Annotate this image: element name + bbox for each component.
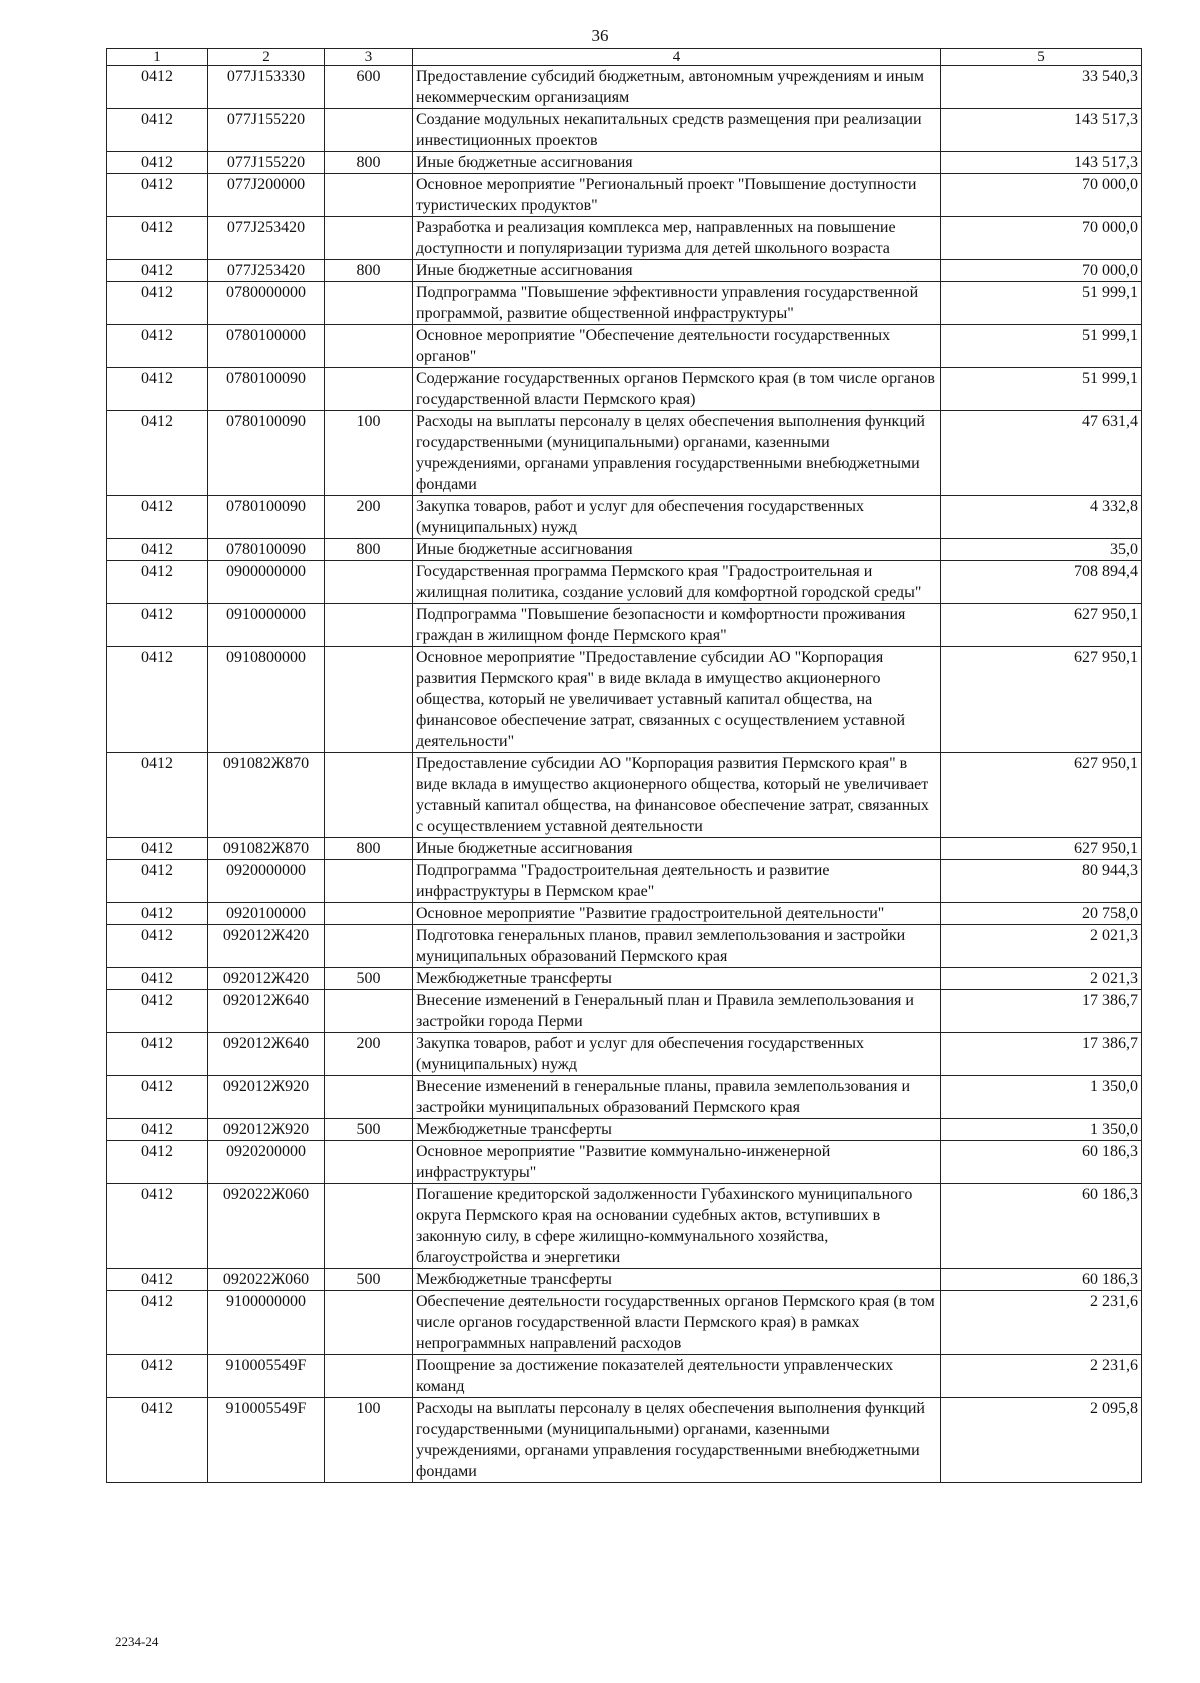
cell-target-code: 0780100090 (208, 539, 325, 561)
cell-section-code: 0412 (107, 838, 208, 860)
cell-amount: 627 950,1 (941, 838, 1142, 860)
cell-amount: 20 758,0 (941, 903, 1142, 925)
cell-expense-type: 100 (325, 1398, 413, 1483)
cell-expense-type (325, 368, 413, 411)
cell-section-code: 0412 (107, 1184, 208, 1269)
cell-target-code: 092012Ж640 (208, 1033, 325, 1076)
cell-section-code: 0412 (107, 1076, 208, 1119)
cell-amount: 60 186,3 (941, 1141, 1142, 1184)
cell-description: Предоставление субсидии АО "Корпорация развития Пермского края" в виде вклада в имущество акционерного общества, который не увеличивает уставный капитал общества, на финансовое обеспечение затрат, связанных с осуществлением уставной деятельности (413, 753, 941, 838)
budget-table (106, 48, 1142, 1483)
cell-expense-type (325, 1355, 413, 1398)
cell-description: Внесение изменений в Генеральный план и Правила землепользования и застройки города Перми (413, 990, 941, 1033)
table-row (107, 968, 1142, 990)
cell-amount: 627 950,1 (941, 604, 1142, 647)
cell-description: Межбюджетные трансферты (413, 1119, 941, 1141)
table-row (107, 903, 1142, 925)
cell-description: Межбюджетные трансферты (413, 1269, 941, 1291)
cell-description: Закупка товаров, работ и услуг для обеспечения государственных (муниципальных) нужд (413, 496, 941, 539)
cell-expense-type: 500 (325, 1119, 413, 1141)
cell-description: Основное мероприятие "Развитие градостроительной деятельности" (413, 903, 941, 925)
cell-section-code: 0412 (107, 990, 208, 1033)
cell-section-code: 0412 (107, 1269, 208, 1291)
cell-amount: 51 999,1 (941, 368, 1142, 411)
cell-description: Внесение изменений в генеральные планы, правила землепользования и застройки муниципальных образований Пермского края (413, 1076, 941, 1119)
table-row (107, 604, 1142, 647)
cell-section-code: 0412 (107, 925, 208, 968)
cell-amount: 47 631,4 (941, 411, 1142, 496)
cell-amount: 2 021,3 (941, 925, 1142, 968)
cell-amount: 60 186,3 (941, 1269, 1142, 1291)
cell-expense-type (325, 1291, 413, 1355)
cell-description: Иные бюджетные ассигнования (413, 838, 941, 860)
table-row (107, 1184, 1142, 1269)
cell-section-code: 0412 (107, 152, 208, 174)
cell-description: Содержание государственных органов Пермского края (в том числе органов государственной власти Пермского края) (413, 368, 941, 411)
cell-description: Государственная программа Пермского края "Градостроительная и жилищная политика, создание условий для комфортной городской среды" (413, 561, 941, 604)
cell-section-code: 0412 (107, 1355, 208, 1398)
cell-amount: 17 386,7 (941, 990, 1142, 1033)
cell-amount: 1 350,0 (941, 1119, 1142, 1141)
cell-description: Закупка товаров, работ и услуг для обеспечения государственных (муниципальных) нужд (413, 1033, 941, 1076)
table-row (107, 561, 1142, 604)
cell-description: Иные бюджетные ассигнования (413, 260, 941, 282)
cell-expense-type: 800 (325, 539, 413, 561)
cell-target-code: 092012Ж920 (208, 1076, 325, 1119)
cell-section-code: 0412 (107, 1291, 208, 1355)
cell-section-code: 0412 (107, 1398, 208, 1483)
cell-section-code: 0412 (107, 174, 208, 217)
header-col-3: 3 (325, 49, 413, 66)
cell-section-code: 0412 (107, 66, 208, 109)
cell-description: Расходы на выплаты персоналу в целях обеспечения выполнения функций государственными (муниципальными) органами, казенными учреждениями, органами управления государственными внебюджетными фондами (413, 1398, 941, 1483)
cell-expense-type: 800 (325, 838, 413, 860)
table-row (107, 647, 1142, 753)
cell-section-code: 0412 (107, 325, 208, 368)
table-body (107, 66, 1142, 1483)
header-col-1: 1 (107, 49, 208, 66)
cell-expense-type (325, 174, 413, 217)
cell-target-code: 910005549F (208, 1355, 325, 1398)
cell-section-code: 0412 (107, 903, 208, 925)
cell-section-code: 0412 (107, 561, 208, 604)
table-row (107, 753, 1142, 838)
header-col-4: 4 (413, 49, 941, 66)
cell-expense-type (325, 1184, 413, 1269)
cell-section-code: 0412 (107, 368, 208, 411)
cell-description: Иные бюджетные ассигнования (413, 152, 941, 174)
cell-amount: 17 386,7 (941, 1033, 1142, 1076)
cell-description: Поощрение за достижение показателей деятельности управленческих команд (413, 1355, 941, 1398)
header-col-5: 5 (941, 49, 1142, 66)
cell-description: Подпрограмма "Повышение безопасности и комфортности проживания граждан в жилищном фонде Пермского края" (413, 604, 941, 647)
cell-expense-type (325, 925, 413, 968)
page-number: 36 (591, 26, 609, 45)
cell-amount: 70 000,0 (941, 174, 1142, 217)
document-code: 2234-24 (115, 1634, 159, 1649)
cell-target-code: 092012Ж640 (208, 990, 325, 1033)
cell-description: Основное мероприятие "Обеспечение деятельности государственных органов" (413, 325, 941, 368)
table-row (107, 539, 1142, 561)
cell-target-code: 0780100090 (208, 411, 325, 496)
cell-target-code: 0920000000 (208, 860, 325, 903)
cell-expense-type: 800 (325, 152, 413, 174)
cell-target-code: 092022Ж060 (208, 1184, 325, 1269)
cell-target-code: 092022Ж060 (208, 1269, 325, 1291)
cell-target-code: 077J200000 (208, 174, 325, 217)
cell-expense-type (325, 604, 413, 647)
cell-section-code: 0412 (107, 968, 208, 990)
cell-description: Расходы на выплаты персоналу в целях обеспечения выполнения функций государственными (муниципальными) органами, казенными учреждениями, органами управления государственными внебюджетными фондами (413, 411, 941, 496)
cell-amount: 33 540,3 (941, 66, 1142, 109)
table-row (107, 217, 1142, 260)
cell-amount: 60 186,3 (941, 1184, 1142, 1269)
cell-description: Создание модульных некапитальных средств размещения при реализации инвестиционных проектов (413, 109, 941, 152)
cell-description: Подпрограмма "Повышение эффективности управления государственной программой, развитие общественной инфраструктуры" (413, 282, 941, 325)
table-row (107, 1119, 1142, 1141)
cell-target-code: 077J153330 (208, 66, 325, 109)
cell-target-code: 0780100090 (208, 496, 325, 539)
cell-amount: 2 231,6 (941, 1355, 1142, 1398)
cell-amount: 80 944,3 (941, 860, 1142, 903)
cell-description: Основное мероприятие "Региональный проект "Повышение доступности туристических продуктов" (413, 174, 941, 217)
cell-amount: 35,0 (941, 539, 1142, 561)
table-row (107, 174, 1142, 217)
cell-target-code: 092012Ж420 (208, 968, 325, 990)
cell-description: Погашение кредиторской задолженности Губахинского муниципального округа Пермского края на основании судебных актов, вступивших в законную силу, в сфере жилищно-коммунального хозяйства, благоустройства и энергетики (413, 1184, 941, 1269)
cell-expense-type (325, 109, 413, 152)
cell-expense-type: 500 (325, 968, 413, 990)
cell-expense-type (325, 282, 413, 325)
cell-target-code: 9100000000 (208, 1291, 325, 1355)
cell-amount: 70 000,0 (941, 217, 1142, 260)
header-row (107, 49, 1142, 66)
cell-section-code: 0412 (107, 1141, 208, 1184)
cell-expense-type: 200 (325, 496, 413, 539)
table-row (107, 1076, 1142, 1119)
cell-section-code: 0412 (107, 860, 208, 903)
cell-target-code: 077J155220 (208, 109, 325, 152)
table-row (107, 368, 1142, 411)
cell-section-code: 0412 (107, 109, 208, 152)
cell-expense-type: 500 (325, 1269, 413, 1291)
cell-amount: 1 350,0 (941, 1076, 1142, 1119)
cell-target-code: 091082Ж870 (208, 838, 325, 860)
table-row (107, 1398, 1142, 1483)
table-row (107, 1291, 1142, 1355)
cell-amount: 2 231,6 (941, 1291, 1142, 1355)
cell-expense-type: 100 (325, 411, 413, 496)
cell-expense-type (325, 990, 413, 1033)
cell-amount: 2 021,3 (941, 968, 1142, 990)
cell-expense-type: 600 (325, 66, 413, 109)
cell-amount: 708 894,4 (941, 561, 1142, 604)
cell-target-code: 0910800000 (208, 647, 325, 753)
cell-target-code: 092012Ж420 (208, 925, 325, 968)
table-row (107, 496, 1142, 539)
cell-amount: 51 999,1 (941, 282, 1142, 325)
cell-target-code: 0780100090 (208, 368, 325, 411)
cell-description: Иные бюджетные ассигнования (413, 539, 941, 561)
cell-description: Разработка и реализация комплекса мер, направленных на повышение доступности и популяризации туризма для детей школьного возраста (413, 217, 941, 260)
cell-target-code: 0920200000 (208, 1141, 325, 1184)
cell-section-code: 0412 (107, 217, 208, 260)
cell-target-code: 077J253420 (208, 260, 325, 282)
table-row (107, 838, 1142, 860)
cell-amount: 70 000,0 (941, 260, 1142, 282)
cell-target-code: 0900000000 (208, 561, 325, 604)
cell-expense-type (325, 647, 413, 753)
cell-amount: 2 095,8 (941, 1398, 1142, 1483)
cell-target-code: 077J155220 (208, 152, 325, 174)
cell-expense-type (325, 1076, 413, 1119)
cell-description: Подготовка генеральных планов, правил землепользования и застройки муниципальных образований Пермского края (413, 925, 941, 968)
cell-amount: 51 999,1 (941, 325, 1142, 368)
cell-target-code: 0920100000 (208, 903, 325, 925)
table-row (107, 66, 1142, 109)
cell-section-code: 0412 (107, 1033, 208, 1076)
cell-target-code: 0780100000 (208, 325, 325, 368)
cell-amount: 143 517,3 (941, 109, 1142, 152)
cell-amount: 143 517,3 (941, 152, 1142, 174)
cell-expense-type (325, 325, 413, 368)
cell-expense-type (325, 903, 413, 925)
table-row (107, 260, 1142, 282)
cell-expense-type (325, 753, 413, 838)
cell-description: Основное мероприятие "Развитие коммунально-инженерной инфраструктуры" (413, 1141, 941, 1184)
table-row (107, 990, 1142, 1033)
cell-description: Обеспечение деятельности государственных органов Пермского края (в том числе органов государственной власти Пермского края) в рамках непрограммных направлений расходов (413, 1291, 941, 1355)
cell-target-code: 0910000000 (208, 604, 325, 647)
cell-amount: 627 950,1 (941, 647, 1142, 753)
cell-section-code: 0412 (107, 282, 208, 325)
header-col-2: 2 (208, 49, 325, 66)
cell-section-code: 0412 (107, 647, 208, 753)
table-row (107, 925, 1142, 968)
cell-description: Основное мероприятие "Предоставление субсидии АО "Корпорация развития Пермского края" в виде вклада в имущество акционерного общества, который не увеличивает уставный капитал общества, на финансовое обеспечение затрат, связанных с осуществлением уставной деятельности" (413, 647, 941, 753)
table-row (107, 109, 1142, 152)
table-row (107, 1033, 1142, 1076)
table-row (107, 411, 1142, 496)
cell-section-code: 0412 (107, 1119, 208, 1141)
cell-target-code: 0780000000 (208, 282, 325, 325)
cell-amount: 627 950,1 (941, 753, 1142, 838)
table-row (107, 1269, 1142, 1291)
cell-expense-type (325, 561, 413, 604)
table-row (107, 1355, 1142, 1398)
cell-target-code: 091082Ж870 (208, 753, 325, 838)
cell-section-code: 0412 (107, 260, 208, 282)
cell-section-code: 0412 (107, 496, 208, 539)
table-row (107, 152, 1142, 174)
cell-expense-type: 800 (325, 260, 413, 282)
table-row (107, 282, 1142, 325)
cell-expense-type (325, 1141, 413, 1184)
cell-target-code: 092012Ж920 (208, 1119, 325, 1141)
cell-section-code: 0412 (107, 604, 208, 647)
cell-amount: 4 332,8 (941, 496, 1142, 539)
cell-description: Межбюджетные трансферты (413, 968, 941, 990)
cell-description: Подпрограмма "Градостроительная деятельность и развитие инфраструктуры в Пермском крае" (413, 860, 941, 903)
table-row (107, 860, 1142, 903)
table-row (107, 325, 1142, 368)
cell-section-code: 0412 (107, 411, 208, 496)
cell-section-code: 0412 (107, 539, 208, 561)
cell-description: Предоставление субсидий бюджетным, автономным учреждениям и иным некоммерческим организациям (413, 66, 941, 109)
cell-target-code: 910005549F (208, 1398, 325, 1483)
cell-target-code: 077J253420 (208, 217, 325, 260)
cell-expense-type: 200 (325, 1033, 413, 1076)
cell-expense-type (325, 860, 413, 903)
cell-expense-type (325, 217, 413, 260)
table-row (107, 1141, 1142, 1184)
cell-section-code: 0412 (107, 753, 208, 838)
